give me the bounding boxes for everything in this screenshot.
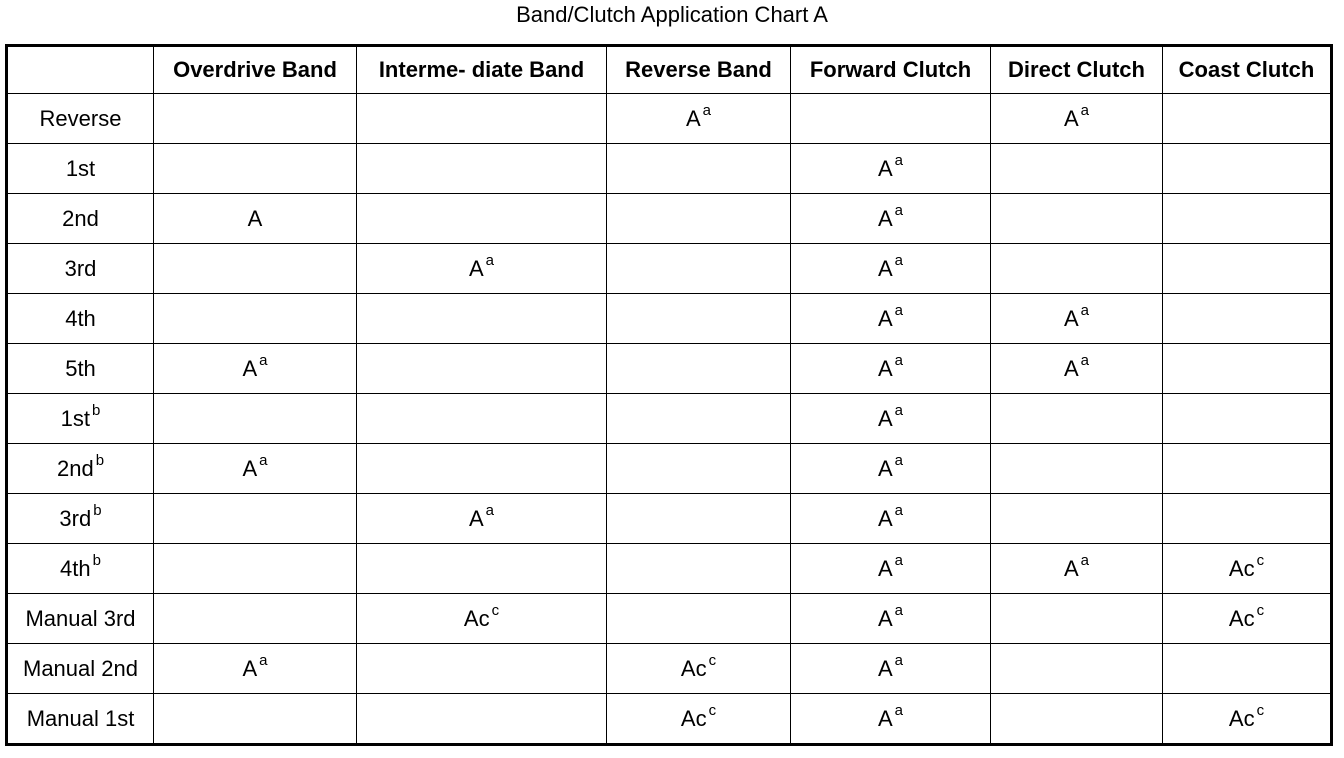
table-row: [7, 544, 1332, 594]
table-cell: [357, 494, 607, 544]
row-label-footnote: b: [92, 402, 101, 420]
cell-footnote: c: [1256, 702, 1265, 720]
table-cell: [154, 144, 357, 194]
table-cell: [1163, 144, 1332, 194]
table-cell: [991, 94, 1163, 144]
table-row: [7, 94, 1332, 144]
cell-value: Ac: [463, 605, 490, 631]
row-label-text: 1st: [60, 405, 90, 431]
cell-footnote: c: [491, 602, 500, 620]
table-cell: [791, 644, 991, 694]
cell-value: A: [877, 355, 893, 381]
table-cell: [791, 594, 991, 644]
table-cell: [791, 344, 991, 394]
table-cell: [991, 694, 1163, 745]
row-label: [7, 644, 154, 694]
row-label-text: 3rd: [64, 255, 97, 281]
table-cell: [991, 144, 1163, 194]
cell-value: A: [242, 455, 258, 481]
row-label-footnote: b: [93, 502, 102, 520]
cell-footnote: a: [259, 452, 268, 470]
cell-value: Ac: [1228, 555, 1255, 581]
table-cell: [154, 294, 357, 344]
table-row: [7, 494, 1332, 544]
row-label-text: Manual 1st: [26, 705, 135, 731]
cell-footnote: a: [1080, 102, 1090, 120]
cell-value: A: [247, 205, 263, 231]
table-cell: [154, 344, 357, 394]
row-label: [7, 444, 154, 494]
cell-value: A: [877, 155, 893, 181]
table-cell: [154, 94, 357, 144]
cell-value: A: [468, 505, 484, 531]
chart-title: Band/Clutch Application Chart A: [516, 2, 828, 27]
cell-value: A: [877, 505, 893, 531]
table-cell: [154, 244, 357, 294]
row-label-text: 3rd: [59, 505, 92, 531]
cell-value: Ac: [1228, 705, 1255, 731]
table-cell: [607, 144, 791, 194]
cell-footnote: a: [894, 252, 904, 270]
row-label-footnote: b: [92, 552, 101, 570]
table-cell: [607, 444, 791, 494]
cell-footnote: a: [485, 502, 495, 520]
table-cell: [991, 644, 1163, 694]
cell-value: A: [1063, 355, 1079, 381]
row-label: [7, 594, 154, 644]
table-cell: [791, 394, 991, 444]
row-label: [7, 94, 154, 144]
cell-footnote: a: [485, 252, 495, 270]
cell-footnote: a: [1080, 552, 1090, 570]
table-row: [7, 594, 1332, 644]
table-cell: [1163, 644, 1332, 694]
table-cell: [154, 194, 357, 244]
row-label-text: 5th: [65, 355, 96, 381]
cell-value: A: [685, 105, 701, 131]
row-label-text: Manual 3rd: [25, 605, 136, 631]
row-label: [7, 494, 154, 544]
table-row: [7, 444, 1332, 494]
table-cell: [1163, 594, 1332, 644]
cell-footnote: a: [1080, 302, 1090, 320]
cell-footnote: a: [894, 152, 904, 170]
cell-footnote: a: [259, 352, 268, 370]
table-cell: [357, 244, 607, 294]
table-cell: [791, 494, 991, 544]
table-cell: [357, 444, 607, 494]
cell-value: Ac: [680, 705, 707, 731]
cell-footnote: a: [894, 302, 904, 320]
row-label-text: Manual 2nd: [23, 655, 138, 681]
row-label: [7, 144, 154, 194]
header-intermediate-band: Interme- diate Band: [357, 46, 607, 94]
header-coast-clutch: Coast Clutch: [1163, 46, 1332, 94]
cell-value: A: [242, 355, 258, 381]
row-label-footnote: b: [95, 452, 105, 470]
row-label-text: 4th: [65, 305, 96, 331]
table-cell: [607, 594, 791, 644]
cell-value: A: [877, 405, 893, 431]
cell-value: A: [1063, 555, 1079, 581]
cell-footnote: a: [894, 702, 904, 720]
table-cell: [791, 444, 991, 494]
table-cell: [154, 444, 357, 494]
table-cell: [1163, 544, 1332, 594]
row-label: [7, 194, 154, 244]
table-cell: [991, 344, 1163, 394]
cell-footnote: c: [1256, 602, 1265, 620]
table-row: [7, 644, 1332, 694]
band-clutch-table: [5, 44, 1333, 746]
table-cell: [607, 294, 791, 344]
table-row: [7, 244, 1332, 294]
table-cell: [991, 444, 1163, 494]
cell-value: Ac: [680, 655, 707, 681]
table-cell: [1163, 394, 1332, 444]
table-cell: [1163, 344, 1332, 394]
table-cell: [791, 694, 991, 745]
cell-footnote: a: [894, 452, 904, 470]
table-cell: [991, 194, 1163, 244]
cell-value: A: [1063, 105, 1079, 131]
table-cell: [791, 244, 991, 294]
table-cell: [991, 594, 1163, 644]
table-cell: [154, 394, 357, 444]
header-reverse-band: Reverse Band: [607, 46, 791, 94]
table-cell: [991, 294, 1163, 344]
table-cell: [357, 544, 607, 594]
row-label-text: 2nd: [56, 455, 94, 481]
header-overdrive-band: Overdrive Band: [154, 46, 357, 94]
cell-value: A: [468, 255, 484, 281]
table-row: [7, 294, 1332, 344]
table-cell: [357, 394, 607, 444]
row-label: [7, 694, 154, 745]
table-cell: [1163, 194, 1332, 244]
header-row: [7, 46, 1332, 94]
table-cell: [1163, 294, 1332, 344]
row-label: [7, 294, 154, 344]
table-cell: [991, 244, 1163, 294]
table-cell: [154, 694, 357, 745]
row-label: [7, 244, 154, 294]
table-cell: [791, 544, 991, 594]
row-label: [7, 544, 154, 594]
header-direct-clutch: Direct Clutch: [991, 46, 1163, 94]
cell-footnote: a: [894, 602, 904, 620]
table-cell: [1163, 244, 1332, 294]
table-cell: [991, 394, 1163, 444]
table-cell: [357, 594, 607, 644]
table-cell: [1163, 494, 1332, 544]
table-cell: [607, 94, 791, 144]
table-cell: [357, 294, 607, 344]
table-cell: [357, 144, 607, 194]
table-cell: [357, 644, 607, 694]
cell-footnote: a: [894, 552, 904, 570]
cell-value: A: [877, 305, 893, 331]
table-row: [7, 194, 1332, 244]
cell-footnote: a: [259, 652, 268, 670]
table-row: [7, 344, 1332, 394]
table-cell: [154, 494, 357, 544]
table-cell: [791, 194, 991, 244]
cell-value: A: [1063, 305, 1079, 331]
cell-value: A: [877, 655, 893, 681]
table-cell: [607, 694, 791, 745]
row-label-text: Reverse: [39, 105, 122, 131]
table-row: [7, 144, 1332, 194]
cell-footnote: a: [894, 202, 904, 220]
cell-footnote: c: [708, 702, 717, 720]
cell-value: A: [877, 555, 893, 581]
cell-footnote: a: [702, 102, 712, 120]
row-label: [7, 394, 154, 444]
cell-value: Ac: [1228, 605, 1255, 631]
table-cell: [154, 644, 357, 694]
table-cell: [607, 244, 791, 294]
table-cell: [791, 144, 991, 194]
cell-value: A: [877, 705, 893, 731]
row-label-text: 2nd: [62, 205, 99, 231]
cell-footnote: a: [1080, 352, 1090, 370]
cell-value: A: [877, 255, 893, 281]
table-cell: [991, 494, 1163, 544]
row-label-text: 1st: [65, 155, 96, 181]
header-corner: [7, 46, 154, 94]
table-cell: [154, 544, 357, 594]
cell-value: A: [242, 655, 258, 681]
cell-footnote: a: [894, 652, 904, 670]
table-cell: [607, 194, 791, 244]
cell-footnote: a: [894, 402, 904, 420]
table-cell: [1163, 94, 1332, 144]
table-cell: [791, 294, 991, 344]
cell-footnote: c: [708, 652, 717, 670]
table-cell: [991, 544, 1163, 594]
table-cell: [791, 94, 991, 144]
cell-footnote: a: [894, 502, 904, 520]
row-label-text: 4th: [60, 555, 91, 581]
table-cell: [607, 344, 791, 394]
cell-footnote: a: [894, 352, 904, 370]
table-cell: [154, 594, 357, 644]
table-row: [7, 694, 1332, 745]
table-cell: [607, 644, 791, 694]
table-cell: [607, 494, 791, 544]
table-cell: [607, 544, 791, 594]
table-cell: [607, 394, 791, 444]
table-cell: [1163, 694, 1332, 745]
header-forward-clutch: Forward Clutch: [791, 46, 991, 94]
table-row: [7, 394, 1332, 444]
row-label: [7, 344, 154, 394]
table-cell: [1163, 444, 1332, 494]
cell-value: A: [877, 455, 893, 481]
table-cell: [357, 344, 607, 394]
cell-footnote: c: [1256, 552, 1265, 570]
cell-value: A: [877, 205, 893, 231]
cell-value: A: [877, 605, 893, 631]
table-cell: [357, 194, 607, 244]
table-cell: [357, 694, 607, 745]
table-cell: [357, 94, 607, 144]
